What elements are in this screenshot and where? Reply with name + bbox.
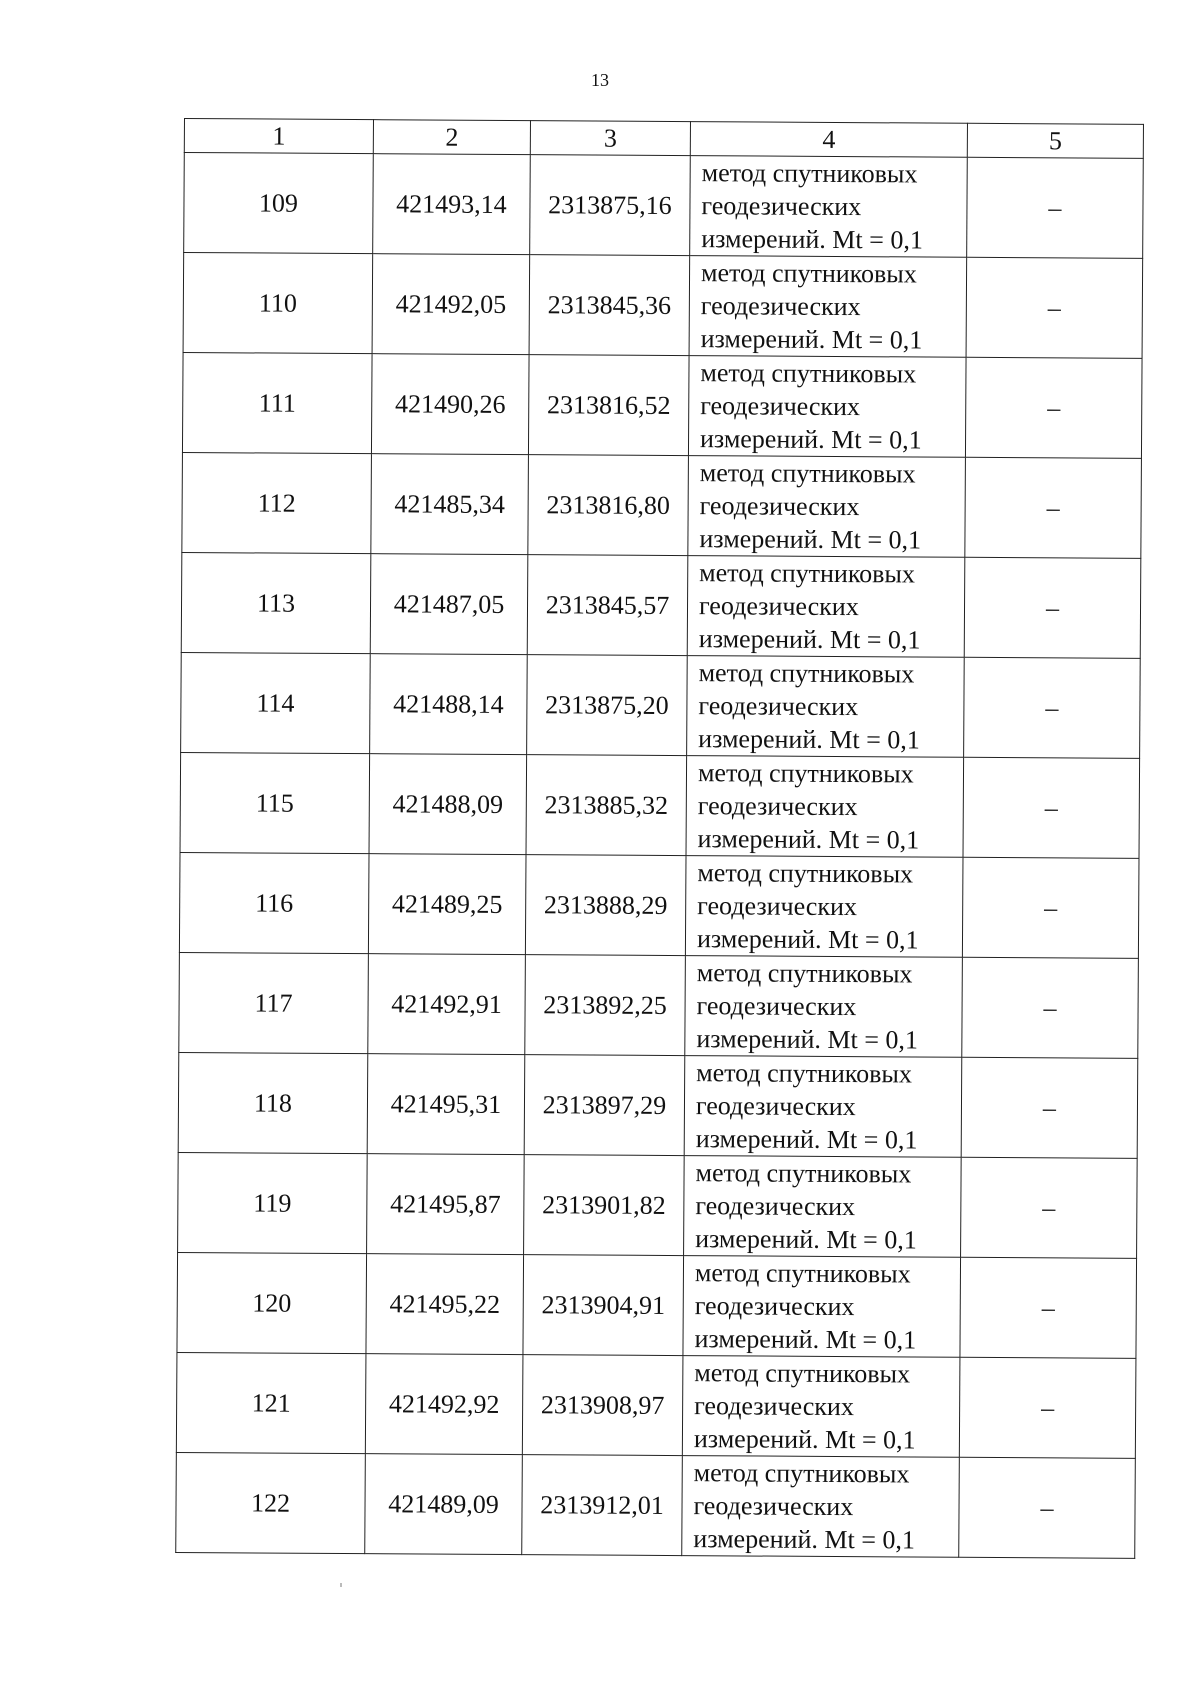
method-line: метод спутниковых [696,958,913,989]
header-col-2: 2 [373,120,530,155]
point-number-cell: 109 [184,153,374,254]
coordinate-y-cell: 2313892,25 [525,955,686,1056]
table-row [182,352,1142,458]
coordinate-x-cell: 421492,05 [372,254,530,355]
point-number-cell: 118 [178,1052,368,1153]
coordinate-x-cell: 421495,31 [367,1054,525,1155]
table-row [178,1052,1138,1158]
point-number-cell: 117 [179,952,369,1053]
method-cell [684,1056,962,1158]
table-row [181,552,1141,658]
table-row [184,153,1144,259]
page-number: 13 [591,70,609,90]
method-line: измерений. Mt = 0,1 [698,724,920,755]
method-line: метод спутниковых [694,1258,911,1289]
method-line: измерений. Mt = 0,1 [701,224,923,255]
point-number-cell: 121 [176,1352,366,1453]
note-cell: – [959,1357,1136,1458]
method-line: метод спутниковых [698,658,915,689]
header-col-4: 4 [690,122,967,158]
table-row [176,1352,1136,1458]
point-number-cell: 114 [181,652,371,753]
method-line: измерений. Mt = 0,1 [696,1024,919,1055]
method-line: геодезических [697,891,858,922]
point-number-cell: 111 [182,352,372,453]
note-cell: – [960,1257,1137,1358]
table-row [177,1252,1137,1358]
coordinate-x-cell: 421489,09 [365,1454,523,1555]
header-col-1: 1 [184,119,373,154]
note-cell: – [959,1457,1136,1558]
method-line: геодезических [694,1391,854,1422]
point-number-cell: 116 [179,852,369,953]
table-row [179,952,1139,1058]
method-cell [688,456,966,558]
method-line: метод спутниковых [701,158,918,189]
method-line: геодезических [698,691,859,722]
coordinate-x-cell: 421489,25 [368,854,526,955]
table-header [184,119,1143,159]
coordinate-y-cell: 2313875,20 [527,655,688,756]
method-cell [687,656,965,758]
point-number-cell: 113 [181,552,371,653]
table-row [183,253,1143,359]
method-line: геодезических [696,991,857,1022]
note-cell: – [963,757,1140,858]
header-col-3: 3 [530,121,690,156]
method-line: измерений. Mt = 0,1 [695,1124,918,1155]
point-number-cell: 119 [178,1152,368,1253]
note-cell: – [964,557,1141,658]
method-line: метод спутниковых [695,1158,912,1189]
method-line: метод спутниковых [700,358,917,389]
method-line: измерений. Mt = 0,1 [699,524,922,555]
method-line: метод спутниковых [694,1358,911,1389]
coordinate-y-cell: 2313888,29 [525,855,686,956]
method-line: метод спутниковых [696,1058,912,1089]
coordinates-table [175,118,1144,1559]
method-line: метод спутниковых [700,258,917,289]
coordinate-y-cell: 2313904,91 [523,1255,684,1356]
coordinate-y-cell: 2313912,01 [522,1455,683,1556]
coordinate-x-cell: 421492,92 [365,1354,523,1455]
coordinate-y-cell: 2313885,32 [526,755,687,856]
method-line: измерений. Mt = 0,1 [699,424,922,455]
coordinate-x-cell: 421495,87 [367,1154,525,1255]
coordinate-y-cell: 2313816,80 [528,455,689,556]
method-line: геодезических [697,791,858,822]
method-line: измерений. Mt = 0,1 [697,824,920,855]
method-line: геодезических [699,491,860,522]
method-cell [690,156,968,258]
point-number-cell: 110 [183,253,373,354]
table-row [180,752,1140,858]
scan-speck [340,1583,342,1587]
point-number-cell: 122 [176,1452,366,1553]
method-cell [689,256,967,358]
method-line: геодезических [700,391,861,422]
coordinate-x-cell: 421495,22 [366,1254,524,1355]
coordinate-y-cell: 2313897,29 [524,1055,685,1156]
table-row [181,652,1141,758]
method-line: измерений. Mt = 0,1 [696,924,919,955]
note-cell: – [965,457,1142,558]
method-cell [683,1256,961,1358]
method-cell [682,1456,960,1558]
table-body [176,153,1144,1559]
table-row [179,852,1139,958]
table-row [178,1152,1138,1258]
coordinate-x-cell: 421490,26 [371,354,529,455]
table-row [176,1452,1136,1558]
coordinate-x-cell: 421488,14 [370,654,528,755]
note-cell: – [962,857,1139,958]
method-cell [685,856,963,958]
method-line: измерений. Mt = 0,1 [693,1424,916,1455]
header-col-5: 5 [967,123,1143,158]
method-line: метод спутниковых [697,758,914,789]
method-cell [685,956,963,1058]
note-cell: – [967,157,1144,258]
point-number-cell: 115 [180,752,370,853]
method-line: измерений. Mt = 0,1 [700,324,923,355]
method-cell [684,1156,962,1258]
method-line: геодезических [695,1191,856,1222]
method-cell [687,556,965,658]
note-cell: – [966,257,1143,358]
method-line: метод спутниковых [699,458,916,489]
coordinate-y-cell: 2313845,57 [527,555,688,656]
table-row [182,452,1142,558]
coordinate-x-cell: 421485,34 [371,454,529,555]
method-cell [688,356,966,458]
method-line: геодезических [693,1491,854,1522]
method-line: геодезических [698,591,859,622]
point-number-cell: 120 [177,1252,367,1353]
note-cell: – [961,1157,1138,1258]
coordinate-x-cell: 421492,91 [368,954,526,1055]
coordinate-y-cell: 2313845,36 [529,255,690,356]
method-line: геодезических [700,291,861,322]
coordinate-x-cell: 421488,09 [369,754,527,855]
method-line: метод спутниковых [697,858,914,889]
method-cell [686,756,964,858]
header-row [184,119,1143,159]
method-cell [682,1356,960,1458]
coordinate-x-cell: 421487,05 [370,554,528,655]
method-line: измерений. Mt = 0,1 [698,624,921,655]
note-cell: – [964,657,1141,758]
method-line: геодезических [701,191,862,222]
method-line: геодезических [694,1291,855,1322]
method-line: измерений. Mt = 0,1 [694,1324,917,1355]
method-line: метод спутниковых [699,558,916,589]
method-line: метод спутниковых [693,1458,910,1489]
coordinate-y-cell: 2313901,82 [524,1155,685,1256]
note-cell: – [965,357,1142,458]
coordinate-x-cell: 421493,14 [373,154,531,255]
point-number-cell: 112 [182,452,372,553]
coordinate-y-cell: 2313816,52 [528,355,689,456]
method-line: геодезических [695,1091,856,1122]
coordinate-y-cell: 2313875,16 [530,155,691,256]
method-line: измерений. Mt = 0,1 [695,1224,917,1255]
method-line: измерений. Mt = 0,1 [693,1524,916,1555]
coordinate-y-cell: 2313908,97 [522,1355,683,1456]
note-cell: – [962,957,1139,1058]
note-cell: – [961,1057,1138,1158]
